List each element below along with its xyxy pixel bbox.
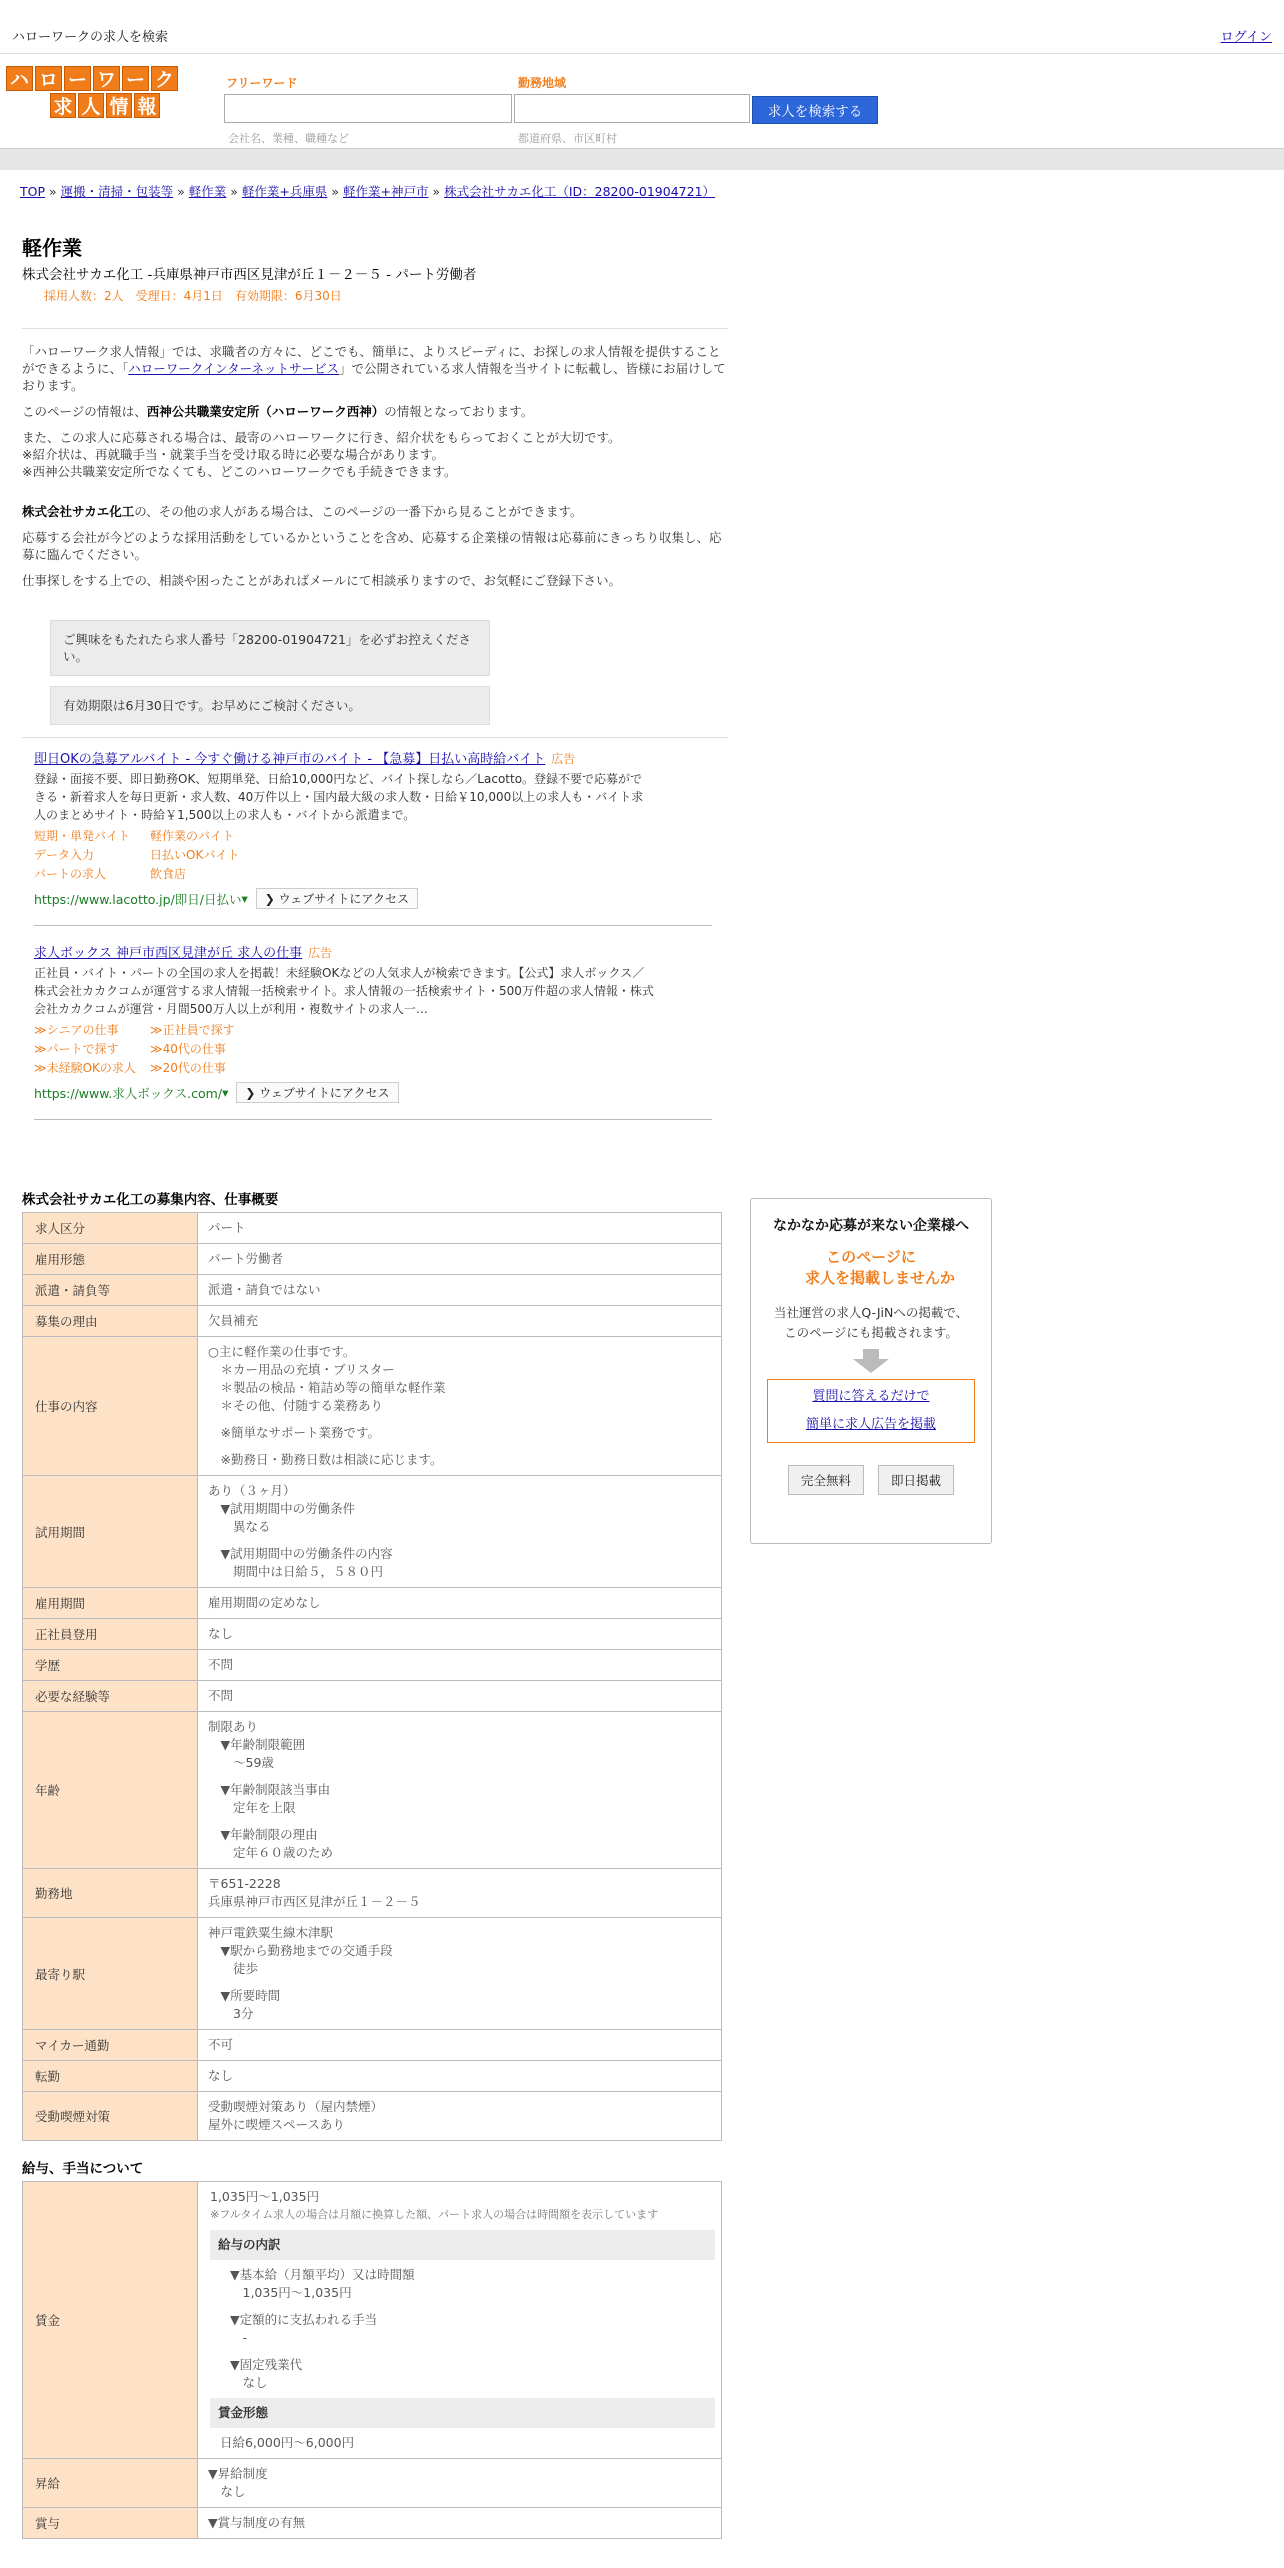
value-line: 3分	[208, 2006, 254, 2021]
row-key: 試用期間	[23, 1476, 198, 1588]
office-text: このページの情報は、	[22, 404, 147, 419]
breadcrumb-separator: »	[428, 184, 445, 199]
logo-char: ハ	[6, 66, 33, 91]
row-value	[198, 2508, 722, 2539]
value-line	[208, 1442, 711, 1451]
wage-line	[230, 2347, 715, 2356]
table-row	[23, 2061, 722, 2092]
breadcrumb-separator: »	[173, 184, 189, 199]
row-key: 年齢	[23, 1712, 198, 1869]
wage-note: ※フルタイム求人の場合は月額に換算した額、パート求人の場合は時間額を表示しています	[210, 2208, 659, 2221]
value-line: ▼所要時間	[208, 1988, 281, 2003]
visit-website-button[interactable]: ❯ ウェブサイトにアクセス	[256, 888, 418, 909]
wage-line: なし	[230, 2375, 268, 2390]
logo-char: 報	[134, 93, 160, 118]
arrow-down-icon	[863, 1349, 879, 1359]
row-value	[198, 2061, 722, 2092]
breadcrumb-link[interactable]: TOP	[20, 184, 46, 199]
row-key: 賃金	[23, 2182, 198, 2459]
row-key: 最寄り駅	[23, 1918, 198, 2030]
divider	[22, 328, 728, 329]
ad-description: 正社員・バイト・パートの全国の求人を掲載！未経験OKなどの人気求人が検索できます。【公式】求人ボックス／株式会社カカクコムが運営する求人情報一括検索サイト。求人情報の一括検索サイト・500万件超の求人情報・株式会社カカクコムが運営・月間500万人以上が利用・複数サイトの求人一…	[34, 966, 654, 1016]
value-line: 屋外に喫煙スペースあり	[208, 2117, 345, 2132]
value-line: 制限あり	[208, 1719, 259, 1734]
value-line: 期間中は日給５，５８０円	[208, 1564, 384, 1579]
table-row	[23, 1337, 722, 1476]
value-line: パート	[208, 1220, 246, 1235]
value-line: ▼試用期間中の労働条件	[208, 1501, 356, 1516]
row-value	[198, 2459, 722, 2508]
office-name: 西神公共職業安定所（ハローワーク西神）	[146, 404, 385, 419]
table-row	[23, 1918, 722, 2030]
wage-breakdown-heading: 給与の内訳	[210, 2230, 715, 2260]
panel-text-line: このページにも掲載されます。	[784, 1325, 958, 1340]
row-value	[198, 1650, 722, 1681]
freeword-hint: 会社名、業種、職種など	[228, 132, 349, 145]
ad-sitelinks	[34, 1021, 712, 1078]
row-value	[198, 1275, 722, 1306]
value-line	[208, 1536, 711, 1545]
table-row	[23, 1244, 722, 1275]
company-name: 株式会社サカエ化工	[22, 504, 135, 519]
value-line: ▼年齢制限範囲	[208, 1737, 306, 1752]
wage-table	[22, 2181, 722, 2539]
ad-sitelink[interactable]: 飲食店	[150, 867, 187, 881]
row-key: 正社員登用	[23, 1619, 198, 1650]
breadcrumb-separator: »	[45, 184, 61, 199]
section-title-recruitment: 株式会社サカエ化工の募集内容、仕事概要	[22, 1192, 279, 1208]
catch-line: 求人を掲載しませんか	[804, 1269, 955, 1287]
logo-char: 人	[78, 93, 104, 118]
intro-text: 「ハローワーク求人情報」では、求職者の方々に、どこでも、簡単に、よりスピーディに、お探しの求人情報を提供することができるように、「	[22, 344, 721, 376]
ad-sitelinks	[34, 827, 712, 884]
row-key: 必要な経験等	[23, 1681, 198, 1712]
row-value	[198, 2030, 722, 2061]
ad-label: 広告	[308, 946, 333, 960]
job-number-note: ご興味をもたれたら求人番号「28200-01904721」を必ずお控えください。	[50, 620, 490, 676]
breadcrumb-link[interactable]: 軽作業+兵庫県	[241, 184, 328, 199]
ad-sitelink[interactable]: ≫正社員で探す	[150, 1023, 235, 1037]
ad-sitelink[interactable]: ≫パートで探す	[34, 1042, 119, 1056]
row-value	[198, 1244, 722, 1275]
area-input[interactable]	[514, 94, 750, 123]
area-hint: 都道府県、市区町村	[518, 132, 617, 145]
row-key: 転勤	[23, 2061, 198, 2092]
ad-url[interactable]: https://www.求人ボックス.com/	[34, 1085, 223, 1101]
office-paragraph	[22, 403, 728, 420]
breadcrumb-link[interactable]: 運搬・清掃・包装等	[60, 184, 174, 199]
breadcrumb-link[interactable]: 軽作業	[188, 184, 227, 199]
table-row	[23, 1275, 722, 1306]
wage-line: ▼定額的に支払われる手当	[230, 2312, 378, 2327]
row-value	[198, 1588, 722, 1619]
wage-line	[230, 2302, 715, 2311]
value-line: 徒歩	[208, 1961, 259, 1976]
intro-text: 」で公開されている求人情報を当サイトに転載し、皆様にお届けしております。	[22, 361, 726, 393]
row-key: 募集の理由	[23, 1306, 198, 1337]
value-line: 雇用期間の定めなし	[208, 1595, 321, 1610]
breadcrumb-link[interactable]: 株式会社サカエ化工（ID：28200-01904721）	[444, 184, 716, 199]
hellowork-internet-link[interactable]: ハローワークインターネットサービス	[128, 361, 340, 376]
job-meta: 採用人数：2人 受理日：4月1日 有効期限：6月30日	[44, 289, 342, 303]
area-label: 勤務地域	[518, 76, 567, 90]
advertise-panel	[750, 1198, 992, 1544]
table-row	[23, 2182, 722, 2459]
value-line: パート労働者	[208, 1251, 284, 1266]
free-badge: 完全無料	[788, 1465, 864, 1495]
table-row	[23, 1476, 722, 1588]
ad-title-link[interactable]: 求人ボックス 神戸市西区見津が丘 求人の仕事	[34, 946, 303, 961]
ad-sitelink[interactable]: ≫20代の仕事	[150, 1061, 226, 1075]
panel-catch	[751, 1247, 991, 1289]
value-line	[208, 1415, 711, 1424]
wage-amount: 1,035円〜1,035円	[210, 2189, 320, 2204]
ad-url-row	[34, 888, 712, 909]
row-value	[198, 1918, 722, 2030]
office-text: の情報となっております。	[384, 404, 534, 419]
catch-line: このページに	[826, 1248, 916, 1266]
ad-block	[34, 942, 712, 1120]
ad-sitelink[interactable]: 軽作業のバイト	[150, 829, 235, 843]
arrow-down-icon	[853, 1359, 889, 1373]
ad-label: 広告	[551, 752, 576, 766]
value-line: ▼年齢制限の理由	[208, 1827, 318, 1842]
value-line: 異なる	[208, 1519, 271, 1534]
value-line: 〒651-2228	[208, 1876, 281, 1891]
value-line: ▼昇給制度	[208, 2466, 268, 2481]
post-job-link[interactable]: 質問に答えるだけで	[812, 1389, 930, 1404]
ad-url-row	[34, 1082, 712, 1103]
panel-text-line: 当社運営の求人Q-JiNへの掲載で、	[773, 1305, 969, 1320]
value-line: ＊その他、付随する業務あり	[208, 1398, 384, 1413]
breadcrumb-link[interactable]: 軽作業+神戸市	[342, 184, 429, 199]
panel-text	[751, 1303, 991, 1343]
value-line: 定年を上限	[208, 1800, 296, 1815]
logo-char: ー	[64, 66, 91, 91]
ads	[22, 748, 728, 1120]
referral-line: また、この求人に応募される場合は、最寄のハローワークに行き、紹介状をもらっておくことが大切です。	[22, 430, 621, 445]
value-line: 神戸電鉄粟生線木津駅	[208, 1925, 334, 1940]
value-line: ※勤務日・勤務日数は相談に応じます。	[208, 1452, 443, 1467]
value-line: 派遣・請負ではない	[208, 1282, 321, 1297]
wage-breakdown	[210, 2266, 715, 2392]
logo-char: 情	[106, 93, 132, 118]
dropdown-icon[interactable]: ▾	[241, 891, 248, 906]
ad-url[interactable]: https://www.lacotto.jp/即日/日払い	[34, 891, 242, 907]
value-line: ※簡単なサポート業務です。	[208, 1425, 380, 1440]
value-line: ▼年齢制限該当事由	[208, 1782, 331, 1797]
value-line: なし	[208, 1626, 234, 1641]
section-title-wage: 給与、手当について	[22, 2161, 144, 2177]
row-value	[198, 1306, 722, 1337]
job-info-table	[22, 1212, 722, 2141]
row-key: 仕事の内容	[23, 1337, 198, 1476]
breadcrumb-separator: »	[226, 184, 242, 199]
ad-sitelink[interactable]: 日払いOKバイト	[150, 848, 240, 862]
site-title: ハローワークの求人を検索	[12, 30, 169, 45]
value-line: ＊カー用品の充填・ブリスター	[208, 1362, 395, 1377]
value-line: 不問	[208, 1657, 234, 1672]
visit-website-button[interactable]: ❯ ウェブサイトにアクセス	[236, 1082, 398, 1103]
panel-heading: なかなか応募が来ない企業様へ	[773, 1218, 969, 1234]
page-title: 軽作業	[22, 236, 82, 260]
table-row	[23, 1306, 722, 1337]
table-row	[23, 1213, 722, 1244]
row-key: 昇給	[23, 2459, 198, 2508]
table-row	[23, 2459, 722, 2508]
row-value	[198, 1681, 722, 1712]
row-key: 賞与	[23, 2508, 198, 2539]
value-line: なし	[208, 2068, 234, 2083]
ad-block	[34, 748, 712, 926]
table-row	[23, 1619, 722, 1650]
deadline-note: 有効期限は6月30日です。お早めにご検討ください。	[50, 686, 490, 725]
ad-sitelink[interactable]: データ入力	[34, 848, 95, 862]
row-key: 雇用形態	[23, 1244, 198, 1275]
panel-badges	[751, 1465, 991, 1495]
consult-paragraph: 仕事探しをする上での、相談や困ったことがあればメールにて相談承りますので、お気軽にご登録下さい。	[22, 573, 622, 588]
header-divider	[0, 148, 1284, 170]
row-key: 雇用期間	[23, 1588, 198, 1619]
value-line: 兵庫県神戸市西区見津が丘１－２－５	[208, 1894, 421, 1909]
row-value	[198, 2182, 722, 2459]
ad-title-link[interactable]: 即日OKの急募アルバイト - 今すぐ働ける神戸市のバイト - 【急募】日払い高時給バイト	[34, 752, 546, 767]
row-value	[198, 1869, 722, 1918]
ad-sitelink[interactable]: ≫シニアの仕事	[34, 1023, 119, 1037]
referral-paragraph	[22, 429, 728, 480]
table-row	[23, 2030, 722, 2061]
table-row	[23, 1869, 722, 1918]
breadcrumb	[20, 182, 715, 200]
ad-title-row	[34, 748, 712, 767]
freeword-input[interactable]	[224, 94, 512, 123]
other-jobs-text: の、その他の求人がある場合は、このページの一番下から見ることができます。	[134, 504, 583, 519]
advice-paragraph: 応募する会社が今どのような採用活動をしているかということを含め、応募する企業様の情報は応募前にきっちり収集し、応募に臨んでください。	[22, 530, 722, 562]
search-header	[0, 54, 1284, 148]
freeword-label: フリーワード	[226, 76, 298, 90]
row-value	[198, 2092, 722, 2141]
value-line: 不可	[208, 2037, 234, 2052]
search-button[interactable]: 求人を検索する	[752, 96, 878, 124]
value-line	[208, 1772, 711, 1781]
breadcrumb-separator: »	[327, 184, 343, 199]
value-line: なし	[208, 2484, 246, 2499]
main-content	[22, 232, 728, 2539]
value-line: 不問	[208, 1688, 234, 1703]
other-jobs-paragraph	[22, 503, 728, 520]
wage-line: -	[230, 2330, 248, 2345]
referral-line: ※紹介状は、再就職手当・就業手当を受け取る時に必要な場合があります。	[22, 447, 444, 462]
logo-char: ロ	[35, 66, 62, 91]
wage-line: ▼固定残業代	[230, 2357, 303, 2372]
row-value	[198, 1712, 722, 1869]
ad-sitelink[interactable]: 短期・単発バイト	[34, 829, 131, 843]
value-line: 受動喫煙対策あり（屋内禁煙）	[208, 2099, 384, 2114]
hellowork-logo[interactable]	[6, 66, 178, 118]
table-row	[23, 2092, 722, 2141]
logo-char: ワ	[93, 66, 120, 91]
logo-char: ク	[151, 66, 178, 91]
value-line: ＊製品の検品・箱詰め等の簡単な軽作業	[208, 1380, 446, 1395]
login-link[interactable]: ログイン	[1220, 30, 1272, 45]
value-line	[208, 1817, 711, 1826]
ad-sitelink[interactable]: ≫40代の仕事	[150, 1042, 226, 1056]
wage-line: ▼基本給（月額平均）又は時間額	[230, 2267, 415, 2282]
row-value	[198, 1337, 722, 1476]
job-subtitle: 株式会社サカエ化工 -兵庫県神戸市西区見津が丘１－２－５ - パート労働者	[22, 267, 477, 283]
dropdown-icon[interactable]: ▾	[222, 1085, 229, 1100]
ad-sitelink[interactable]: ≫未経験OKの求人	[34, 1061, 136, 1075]
row-value	[198, 1213, 722, 1244]
row-value	[198, 1476, 722, 1588]
wage-form: 日給6,000円〜6,000円	[220, 2435, 355, 2450]
value-line: ○主に軽作業の仕事です。	[208, 1344, 356, 1359]
value-line: あり（３ヶ月）	[208, 1483, 296, 1498]
top-bar	[0, 0, 1284, 54]
wage-line: 1,035円〜1,035円	[230, 2285, 352, 2300]
table-row	[23, 2508, 722, 2539]
table-row	[23, 1588, 722, 1619]
same-day-badge: 即日掲載	[878, 1465, 954, 1495]
table-row	[23, 1712, 722, 1869]
logo-char: ー	[122, 66, 149, 91]
value-line: 定年６０歳のため	[208, 1845, 334, 1860]
referral-line: ※西神公共職業安定所でなくても、どこのハローワークでも手続きできます。	[22, 464, 457, 479]
ad-sitelink[interactable]: パートの求人	[34, 867, 107, 881]
wage-form-heading: 賃金形態	[210, 2398, 715, 2428]
value-line: ▼賞与制度の有無	[208, 2515, 306, 2530]
value-line: ▼試用期間中の労働条件の内容	[208, 1546, 393, 1561]
table-row	[23, 1681, 722, 1712]
intro-paragraph	[22, 343, 728, 394]
panel-links	[767, 1379, 975, 1443]
logo-char: 求	[50, 93, 76, 118]
value-line: 〜59歳	[208, 1755, 274, 1770]
table-row	[23, 1650, 722, 1681]
post-job-link[interactable]: 簡単に求人広告を掲載	[805, 1417, 936, 1432]
row-key: 受動喫煙対策	[23, 2092, 198, 2141]
value-line: 欠員補充	[208, 1313, 259, 1328]
value-line: ▼駅から勤務地までの交通手段	[208, 1943, 393, 1958]
row-key: 求人区分	[23, 1213, 198, 1244]
row-key: 派遣・請負等	[23, 1275, 198, 1306]
row-value	[198, 1619, 722, 1650]
value-line	[208, 1978, 711, 1987]
row-key: 学歴	[23, 1650, 198, 1681]
ad-title-row	[34, 942, 712, 961]
row-key: マイカー通勤	[23, 2030, 198, 2061]
ad-description: 登録・面接不要、即日勤務OK、短期単発、日給10,000円など、バイト探しなら／Lacotto。登録不要で応募ができる・新着求人を毎日更新・求人数、40万件以上・国内最大級の求人数・日給￥10,000以上の求人も・バイト求人のまとめサイト・時給￥1,500以上の求人も・バイトから派遣まで。	[34, 772, 644, 822]
row-key: 勤務地	[23, 1869, 198, 1918]
